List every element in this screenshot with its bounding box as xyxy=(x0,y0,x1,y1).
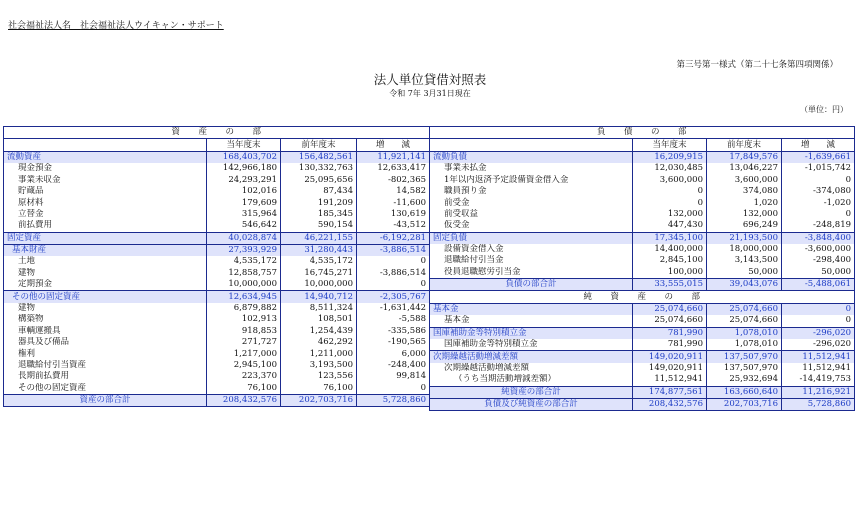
total-change: 5,728,860 xyxy=(357,394,430,406)
total-prior: 202,703,716 xyxy=(281,394,357,406)
current-value: 0 xyxy=(633,197,707,208)
current-value: 546,642 xyxy=(207,220,281,232)
table-row xyxy=(430,232,855,244)
table-row xyxy=(4,163,430,174)
prior-value: 87,434 xyxy=(281,186,357,197)
change-value: 0 xyxy=(782,175,855,186)
prior-value: 137,507,970 xyxy=(707,363,782,374)
total-label: 負債及び純資産の部合計 xyxy=(430,398,633,410)
current-value: 168,403,702 xyxy=(207,151,281,163)
total-prior: 163,660,640 xyxy=(707,386,782,398)
row-label: 建物 xyxy=(4,303,207,314)
prior-value: 3,193,500 xyxy=(281,360,357,371)
prior-value: 185,345 xyxy=(281,209,357,220)
prior-value: 1,254,439 xyxy=(281,326,357,337)
change-value: 6,000 xyxy=(357,348,430,359)
prior-value: 1,078,010 xyxy=(707,327,782,339)
row-label: 前受金 xyxy=(430,197,633,208)
current-value: 3,600,000 xyxy=(633,175,707,186)
current-value: 4,535,172 xyxy=(207,256,281,267)
assets-section-header-title: 資 産 の 部 xyxy=(4,127,430,139)
prior-value: 4,535,172 xyxy=(281,256,357,267)
table-row xyxy=(430,374,855,386)
liabilities-net-assets-table xyxy=(429,126,855,411)
row-label: （うち当期活動増減差額） xyxy=(430,374,633,386)
table-row xyxy=(4,232,430,244)
row-label: その他の固定資産 xyxy=(4,383,207,395)
current-value: 76,100 xyxy=(207,383,281,395)
table-row xyxy=(430,303,855,315)
change-value: -1,015,742 xyxy=(782,163,855,174)
column-header-current: 当年度末 xyxy=(633,139,707,151)
prior-value: 374,080 xyxy=(707,186,782,197)
prior-value: 18,000,000 xyxy=(707,244,782,255)
change-value: -11,600 xyxy=(357,197,430,208)
prior-value: 1,078,010 xyxy=(707,339,782,351)
table-row xyxy=(4,337,430,348)
current-value: 179,609 xyxy=(207,197,281,208)
total-label: 負債の部合計 xyxy=(430,279,633,291)
row-label: 定期預金 xyxy=(4,279,207,291)
table-row xyxy=(430,175,855,186)
row-label: 国庫補助金等特別積立金 xyxy=(430,339,633,351)
current-value: 11,512,941 xyxy=(633,374,707,386)
row-label: 構築物 xyxy=(4,314,207,325)
row-label: 事業未払金 xyxy=(430,163,633,174)
prior-value: 76,100 xyxy=(281,383,357,395)
change-value: 11,921,141 xyxy=(357,151,430,163)
table-row xyxy=(4,303,430,314)
column-header-row xyxy=(430,139,855,151)
change-value: -3,600,000 xyxy=(782,244,855,255)
total-current: 33,555,015 xyxy=(633,279,707,291)
current-value: 102,016 xyxy=(207,186,281,197)
prior-value: 3,600,000 xyxy=(707,175,782,186)
table-row xyxy=(430,255,855,266)
prior-value: 3,143,500 xyxy=(707,255,782,266)
row-label: 基本金 xyxy=(430,303,633,315)
unit-label: （単位：円） xyxy=(800,105,848,114)
change-value: -374,080 xyxy=(782,186,855,197)
column-header-prior: 前年度末 xyxy=(707,139,782,151)
table-row xyxy=(430,267,855,279)
column-header-change: 増 減 xyxy=(357,139,430,151)
prior-value: 31,280,443 xyxy=(281,244,357,256)
row-label: 建物 xyxy=(4,268,207,279)
row-label: 基本金 xyxy=(430,315,633,327)
table-row xyxy=(430,151,855,163)
table-row xyxy=(4,197,430,208)
change-value: -43,512 xyxy=(357,220,430,232)
total-change: -5,488,061 xyxy=(782,279,855,291)
change-value: -2,305,767 xyxy=(357,291,430,303)
prior-value: 10,000,000 xyxy=(281,279,357,291)
row-label: 国庫補助金等特別積立金 xyxy=(430,327,633,339)
liabilities-section-header xyxy=(430,127,855,139)
table-row xyxy=(4,175,430,186)
current-value: 14,400,000 xyxy=(633,244,707,255)
prior-value: 462,292 xyxy=(281,337,357,348)
total-current: 174,877,561 xyxy=(633,386,707,398)
current-value: 781,990 xyxy=(633,327,707,339)
prior-value: 1,211,000 xyxy=(281,348,357,359)
row-label: 長期前払費用 xyxy=(4,371,207,382)
prior-value: 123,556 xyxy=(281,371,357,382)
row-label: 次期繰越活動増減差額 xyxy=(430,363,633,374)
current-value: 223,370 xyxy=(207,371,281,382)
change-value: 130,619 xyxy=(357,209,430,220)
change-value: 0 xyxy=(782,209,855,220)
row-label: 仮受金 xyxy=(430,220,633,232)
change-value: 99,814 xyxy=(357,371,430,382)
row-label: 退職給付引当資産 xyxy=(4,360,207,371)
change-value: 0 xyxy=(357,279,430,291)
change-value: -3,886,514 xyxy=(357,244,430,256)
prior-value: 590,154 xyxy=(281,220,357,232)
prior-value: 25,932,694 xyxy=(707,374,782,386)
row-label: 職員預り金 xyxy=(430,186,633,197)
row-label: 流動資産 xyxy=(4,151,207,163)
change-value: -1,631,442 xyxy=(357,303,430,314)
total-change: 11,216,921 xyxy=(782,386,855,398)
net-assets-total-row xyxy=(430,386,855,398)
change-value: 0 xyxy=(782,315,855,327)
grand-total-row xyxy=(430,398,855,410)
form-number: 第三号第一様式（第二十七条第四項関係） xyxy=(676,60,838,70)
table-row xyxy=(430,351,855,363)
change-value: 0 xyxy=(357,256,430,267)
current-value: 24,293,291 xyxy=(207,175,281,186)
table-row xyxy=(4,348,430,359)
table-row xyxy=(4,279,430,291)
prior-value: 50,000 xyxy=(707,267,782,279)
current-value: 142,966,180 xyxy=(207,163,281,174)
table-row xyxy=(4,314,430,325)
row-label: 固定負債 xyxy=(430,232,633,244)
row-label: 役員退職慰労引当金 xyxy=(430,267,633,279)
prior-value: 1,020 xyxy=(707,197,782,208)
row-label: 事業未収金 xyxy=(4,175,207,186)
table-row xyxy=(4,244,430,256)
total-prior: 202,703,716 xyxy=(707,398,782,410)
change-value: 12,633,417 xyxy=(357,163,430,174)
current-value: 40,028,874 xyxy=(207,232,281,244)
current-value: 781,990 xyxy=(633,339,707,351)
table-row xyxy=(4,186,430,197)
total-current: 208,432,576 xyxy=(207,394,281,406)
current-value: 102,913 xyxy=(207,314,281,325)
net-assets-section-header-title: 純 資 産 の 部 xyxy=(430,291,855,303)
table-row xyxy=(430,209,855,220)
prior-value: 16,745,271 xyxy=(281,268,357,279)
current-value: 315,964 xyxy=(207,209,281,220)
row-label: 車輌運搬具 xyxy=(4,326,207,337)
current-value: 271,727 xyxy=(207,337,281,348)
total-current: 208,432,576 xyxy=(633,398,707,410)
current-value: 149,020,911 xyxy=(633,351,707,363)
row-label: 設備資金借入金 xyxy=(430,244,633,255)
change-value: 0 xyxy=(782,303,855,315)
change-value: -296,020 xyxy=(782,339,855,351)
row-label: 権利 xyxy=(4,348,207,359)
total-prior: 39,043,076 xyxy=(707,279,782,291)
current-value: 6,879,882 xyxy=(207,303,281,314)
total-label: 純資産の部合計 xyxy=(430,386,633,398)
current-value: 17,345,100 xyxy=(633,232,707,244)
current-value: 149,020,911 xyxy=(633,363,707,374)
table-row xyxy=(4,291,430,303)
prior-value: 130,332,763 xyxy=(281,163,357,174)
row-label: 退職給付引当金 xyxy=(430,255,633,266)
current-value: 25,074,660 xyxy=(633,315,707,327)
current-value: 132,000 xyxy=(633,209,707,220)
current-value: 12,634,945 xyxy=(207,291,281,303)
report-date: 令和 7年 3月31日現在 xyxy=(389,89,471,98)
row-label: 前払費用 xyxy=(4,220,207,232)
column-header-blank xyxy=(430,139,633,151)
change-value: -1,639,661 xyxy=(782,151,855,163)
prior-value: 25,074,660 xyxy=(707,315,782,327)
row-label: その他の固定資産 xyxy=(4,291,207,303)
prior-value: 8,511,324 xyxy=(281,303,357,314)
prior-value: 14,940,712 xyxy=(281,291,357,303)
prior-value: 137,507,970 xyxy=(707,351,782,363)
change-value: 11,512,941 xyxy=(782,351,855,363)
total-change: 5,728,860 xyxy=(782,398,855,410)
table-row xyxy=(430,163,855,174)
column-header-current: 当年度末 xyxy=(207,139,281,151)
change-value: -248,819 xyxy=(782,220,855,232)
row-label: 原材料 xyxy=(4,197,207,208)
page-title: 法人単位貸借対照表 xyxy=(373,72,487,87)
assets-table xyxy=(3,126,430,407)
row-label: 基本財産 xyxy=(4,244,207,256)
table-row xyxy=(4,371,430,382)
total-label: 資産の部合計 xyxy=(4,394,207,406)
change-value: -335,586 xyxy=(357,326,430,337)
change-value: -14,419,753 xyxy=(782,374,855,386)
change-value: -1,020 xyxy=(782,197,855,208)
change-value: -190,565 xyxy=(357,337,430,348)
table-row xyxy=(430,339,855,351)
table-row xyxy=(430,186,855,197)
organization-name: 社会福祉法人名 社会福祉法人ウイキャン・サポート xyxy=(8,21,224,31)
prior-value: 21,193,500 xyxy=(707,232,782,244)
liabilities-section-header-title: 負 債 の 部 xyxy=(430,127,855,139)
row-label: 前受収益 xyxy=(430,209,633,220)
current-value: 100,000 xyxy=(633,267,707,279)
table-row xyxy=(4,360,430,371)
current-value: 2,845,100 xyxy=(633,255,707,266)
current-value: 12,030,485 xyxy=(633,163,707,174)
table-row xyxy=(4,326,430,337)
change-value: -3,848,400 xyxy=(782,232,855,244)
prior-value: 696,249 xyxy=(707,220,782,232)
prior-value: 132,000 xyxy=(707,209,782,220)
column-header-row xyxy=(4,139,430,151)
current-value: 10,000,000 xyxy=(207,279,281,291)
row-label: 1年以内返済予定設備資金借入金 xyxy=(430,175,633,186)
row-label: 次期繰越活動増減差額 xyxy=(430,351,633,363)
current-value: 1,217,000 xyxy=(207,348,281,359)
current-value: 27,393,929 xyxy=(207,244,281,256)
row-label: 流動負債 xyxy=(430,151,633,163)
change-value: -298,400 xyxy=(782,255,855,266)
current-value: 25,074,660 xyxy=(633,303,707,315)
row-label: 土地 xyxy=(4,256,207,267)
table-row xyxy=(430,315,855,327)
prior-value: 108,501 xyxy=(281,314,357,325)
current-value: 447,430 xyxy=(633,220,707,232)
table-row xyxy=(430,197,855,208)
table-row xyxy=(4,209,430,220)
change-value: -5,588 xyxy=(357,314,430,325)
table-row xyxy=(430,220,855,232)
row-label: 貯蔵品 xyxy=(4,186,207,197)
table-row xyxy=(430,244,855,255)
current-value: 16,209,915 xyxy=(633,151,707,163)
column-header-change: 増 減 xyxy=(782,139,855,151)
table-row xyxy=(4,151,430,163)
prior-value: 156,482,561 xyxy=(281,151,357,163)
row-label: 立替金 xyxy=(4,209,207,220)
column-header-blank xyxy=(4,139,207,151)
row-label: 器具及び備品 xyxy=(4,337,207,348)
current-value: 0 xyxy=(633,186,707,197)
assets-total-row xyxy=(4,394,430,406)
change-value: 14,582 xyxy=(357,186,430,197)
prior-value: 17,849,576 xyxy=(707,151,782,163)
current-value: 12,858,757 xyxy=(207,268,281,279)
table-row xyxy=(430,363,855,374)
change-value: 0 xyxy=(357,383,430,395)
change-value: 50,000 xyxy=(782,267,855,279)
table-row xyxy=(4,256,430,267)
table-row xyxy=(4,220,430,232)
table-row xyxy=(4,268,430,279)
assets-section-header xyxy=(4,127,430,139)
prior-value: 25,074,660 xyxy=(707,303,782,315)
row-label: 固定資産 xyxy=(4,232,207,244)
column-header-prior: 前年度末 xyxy=(281,139,357,151)
liabilities-total-row xyxy=(430,279,855,291)
prior-value: 25,095,656 xyxy=(281,175,357,186)
change-value: -296,020 xyxy=(782,327,855,339)
change-value: -6,192,281 xyxy=(357,232,430,244)
row-label: 現金預金 xyxy=(4,163,207,174)
current-value: 2,945,100 xyxy=(207,360,281,371)
change-value: -248,400 xyxy=(357,360,430,371)
table-row xyxy=(4,383,430,395)
table-row xyxy=(430,327,855,339)
current-value: 918,853 xyxy=(207,326,281,337)
change-value: -3,886,514 xyxy=(357,268,430,279)
net-assets-section-header xyxy=(430,291,855,303)
prior-value: 46,221,155 xyxy=(281,232,357,244)
prior-value: 191,209 xyxy=(281,197,357,208)
change-value: -802,365 xyxy=(357,175,430,186)
prior-value: 13,046,227 xyxy=(707,163,782,174)
change-value: 11,512,941 xyxy=(782,363,855,374)
